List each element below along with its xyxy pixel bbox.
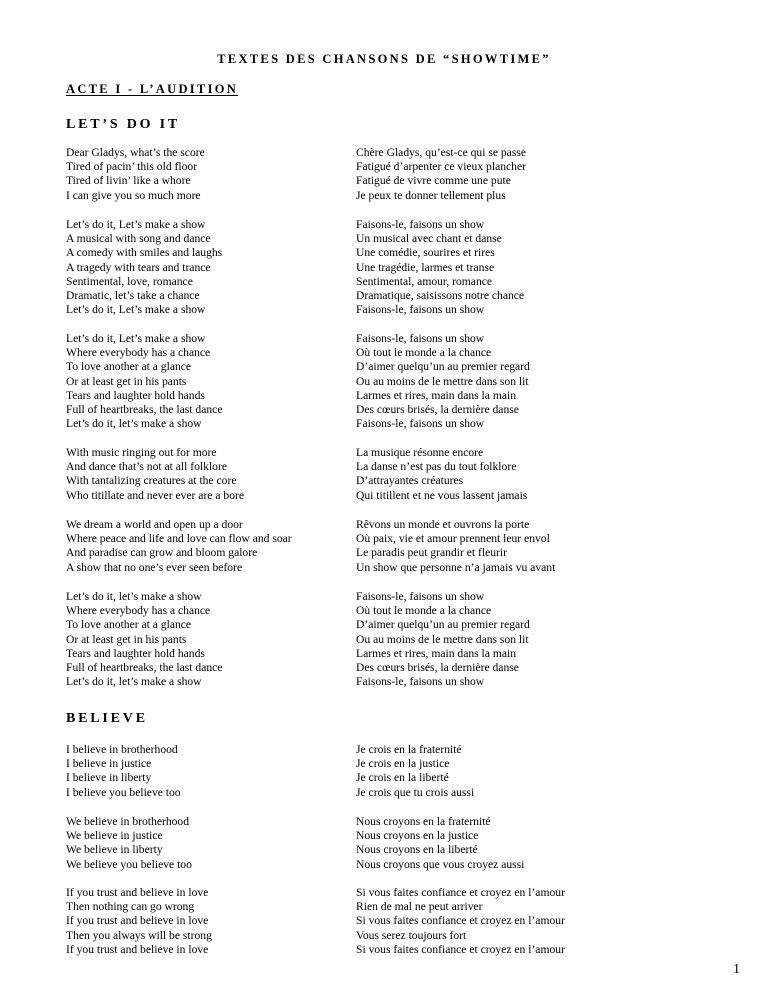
lyric-line: Fatigué d’arpenter ce vieux plancher	[356, 160, 526, 174]
lyric-line: Faisons-le, faisons un show	[356, 303, 485, 317]
lyric-line: If you trust and believe in love	[66, 914, 209, 928]
lyric-line: Where everybody has a chance	[66, 604, 211, 618]
stanza-french	[356, 218, 524, 317]
lyric-line: Nous croyons en la liberté	[356, 843, 478, 857]
lyric-line: Let’s do it, Let’s make a show	[66, 218, 206, 231]
stanza-french	[356, 886, 565, 957]
stanza-english	[66, 590, 222, 689]
lyric-line: To love another at a glance	[66, 360, 192, 374]
lyric-line: We believe in brotherhood	[66, 815, 190, 828]
lyric-line: I believe in justice	[66, 757, 152, 771]
lyric-line: I can give you so much more	[66, 188, 201, 202]
lyric-line: Si vous faites confiance et croyez en l’amour	[356, 914, 565, 928]
lyric-line: Larmes et rires, main dans la main	[356, 388, 517, 402]
lyric-line: We believe you believe too	[66, 857, 192, 871]
lyric-line: Larmes et rires, main dans la main	[356, 646, 517, 660]
lyric-line: D’aimer quelqu’un au premier regard	[356, 360, 530, 374]
lyric-line: La musique résonne encore	[356, 446, 484, 459]
lyric-line: Le paradis peut grandir et fleurir	[356, 546, 507, 560]
lyric-line: Faisons-le, faisons un show	[356, 675, 485, 689]
lyric-line: Où tout le monde a la chance	[356, 346, 492, 360]
stanza-french	[356, 446, 527, 503]
lyric-line: Dramatic, let’s take a chance	[66, 288, 200, 302]
lyric-line: Dramatique, saisissons notre chance	[356, 288, 525, 302]
stanza-french	[356, 743, 474, 800]
lyric-line: Je peux te donner tellement plus	[356, 188, 506, 202]
lyric-line: We dream a world and open up a door	[66, 518, 243, 531]
lyric-line: A show that no one’s ever seen before	[66, 560, 243, 574]
lyric-line: Faisons-le, faisons un show	[356, 417, 485, 431]
lyric-line: Then nothing can go wrong	[66, 900, 195, 914]
lyric-line: Tired of livin’ like a whore	[66, 174, 191, 188]
stanza-english	[66, 146, 205, 203]
lyric-line: Where peace and life and love can flow and soar	[66, 532, 292, 546]
lyric-line: La danse n’est pas du tout folklore	[356, 460, 517, 474]
lyric-line: A tragedy with tears and trance	[66, 260, 211, 274]
lyric-line: Un musical avec chant et danse	[356, 232, 502, 246]
stanza-english	[66, 446, 244, 503]
lyric-line: I believe you believe too	[66, 785, 181, 799]
stanza-french	[356, 332, 530, 431]
lyric-line: Nous croyons que vous croyez aussi	[356, 857, 525, 871]
stanza-english	[66, 886, 212, 957]
lyric-line: Nous croyons en la justice	[356, 829, 479, 843]
lyric-line: Une comédie, sourires et rires	[356, 246, 495, 260]
lyric-line: Let’s do it, let’s make a show	[66, 590, 202, 603]
lyric-line: Let’s do it, Let’s make a show	[66, 332, 206, 345]
lyric-line: With tantalizing creatures at the core	[66, 474, 237, 488]
stanza-english	[66, 218, 222, 317]
lyric-line: Un show que personne n’a jamais vu avant	[356, 560, 556, 574]
lyric-line: Sentimental, love, romance	[66, 274, 193, 288]
lyric-line: Or at least get in his pants	[66, 632, 187, 646]
lyric-line: Faisons-le, faisons un show	[356, 218, 485, 231]
stanza-english	[66, 815, 192, 872]
song-title: BELIEVE	[66, 711, 148, 726]
lyric-line: Let’s do it, let’s make a show	[66, 417, 202, 431]
page-number: 1	[733, 962, 740, 977]
lyric-line: Je crois en la fraternité	[356, 743, 462, 756]
lyric-line: D’attrayantes créatures	[356, 474, 464, 488]
act-title: ACTE I - L’AUDITION	[66, 82, 239, 96]
lyric-line: Qui titillent et ne vous lassent jamais	[356, 488, 528, 502]
stanza-english	[66, 518, 292, 575]
lyric-line: Tired of pacin’ this old floor	[66, 160, 198, 174]
lyric-line: Je crois que tu crois aussi	[356, 785, 475, 799]
lyric-line: Where everybody has a chance	[66, 346, 211, 360]
stanza-french	[356, 815, 524, 872]
lyric-line: Dear Gladys, what’s the score	[66, 146, 205, 159]
lyric-line: Des cœurs brisés, la dernière danse	[356, 402, 519, 416]
lyric-line: Je crois en la justice	[356, 757, 450, 771]
lyric-line: We believe in liberty	[66, 843, 163, 857]
lyric-line: Fatigué de vivre comme une pute	[356, 174, 511, 188]
lyric-line: With music ringing out for more	[66, 446, 217, 459]
lyric-line: And paradise can grow and bloom galore	[66, 546, 258, 560]
lyric-line: Tears and laughter hold hands	[66, 646, 205, 660]
lyric-line: We believe in justice	[66, 829, 163, 843]
lyric-line: And dance that’s not at all folklore	[66, 460, 227, 474]
lyric-line: To love another at a glance	[66, 618, 192, 632]
lyric-line: If you trust and believe in love	[66, 886, 209, 899]
lyric-line: Si vous faites confiance et croyez en l’amour	[356, 886, 565, 899]
lyric-line: A comedy with smiles and laughs	[66, 246, 223, 260]
lyric-line: Rêvons un monde et ouvrons la porte	[356, 518, 530, 531]
lyric-line: Or at least get in his pants	[66, 374, 187, 388]
lyric-line: Je crois en la liberté	[356, 771, 449, 785]
lyric-line: I believe in brotherhood	[66, 743, 178, 756]
lyric-line: Ou au moins de le mettre dans son lit	[356, 374, 529, 388]
lyric-line: Tears and laughter hold hands	[66, 388, 205, 402]
lyric-line: Full of heartbreaks, the last dance	[66, 660, 223, 674]
lyric-line: Let’s do it, Let’s make a show	[66, 303, 206, 317]
lyric-line: D’aimer quelqu’un au premier regard	[356, 618, 530, 632]
lyric-line: Des cœurs brisés, la dernière danse	[356, 660, 519, 674]
stanza-english	[66, 743, 181, 800]
stanza-french	[356, 146, 526, 203]
lyric-line: Full of heartbreaks, the last dance	[66, 402, 223, 416]
lyric-line: Rien de mal ne peut arriver	[356, 900, 483, 914]
lyric-line: Who titillate and never ever are a bore	[66, 488, 244, 502]
stanza-french	[356, 518, 555, 575]
lyric-line: Où tout le monde a la chance	[356, 604, 492, 618]
lyric-line: Chère Gladys, qu’est-ce qui se passe	[356, 146, 526, 159]
lyric-line: Then you always will be strong	[66, 928, 212, 942]
document-title: TEXTES DES CHANSONS DE “SHOWTIME”	[217, 52, 551, 66]
lyric-line: Faisons-le, faisons un show	[356, 590, 485, 603]
lyric-line: Let’s do it, let’s make a show	[66, 675, 202, 689]
lyric-line: I believe in liberty	[66, 771, 152, 785]
lyric-line: Faisons-le, faisons un show	[356, 332, 485, 345]
lyric-line: Nous croyons en la fraternité	[356, 815, 491, 828]
song-title: LET’S DO IT	[66, 117, 181, 132]
stanza-english	[66, 332, 222, 431]
lyric-line: Sentimental, amour, romance	[356, 274, 493, 288]
stanza-french	[356, 590, 530, 689]
lyric-line: Vous serez toujours fort	[356, 928, 467, 942]
lyric-line: If you trust and believe in love	[66, 942, 209, 956]
lyric-line: A musical with song and dance	[66, 232, 211, 246]
lyric-line: Si vous faites confiance et croyez en l’amour	[356, 942, 565, 956]
lyric-line: Une tragédie, larmes et transe	[356, 260, 495, 274]
lyric-line: Ou au moins de le mettre dans son lit	[356, 632, 529, 646]
lyric-line: Où paix, vie et amour prennent leur envol	[356, 532, 550, 546]
